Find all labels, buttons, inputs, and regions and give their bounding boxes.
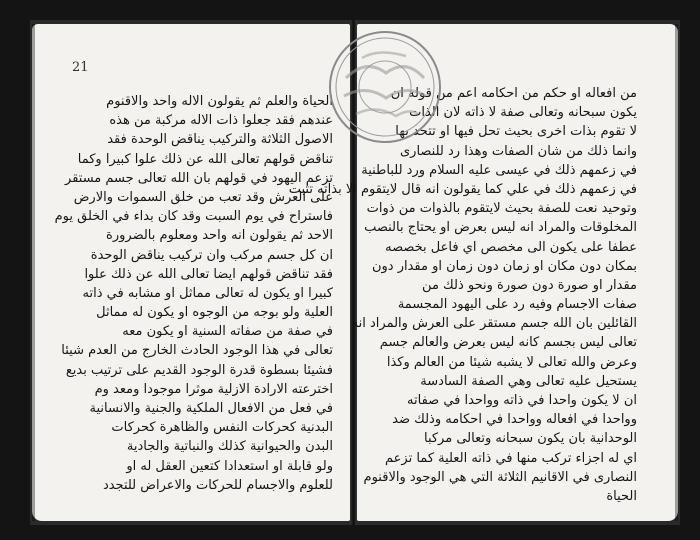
text-line: مقدار او صورة دون صورة ونحو ذلك من bbox=[422, 277, 637, 293]
text-line: تزعم اليهود في قولهم بان الله تعالى جسم مستقر bbox=[65, 170, 333, 186]
text-line: اخترعته الارادة الازلية موثرا موجودا ومعد وم bbox=[94, 381, 333, 397]
text-line: المخلوقات والمراد انه ليس بعرض او يحتاج بالنصب bbox=[364, 220, 637, 236]
text-line: كبيرا او يكون له تعالى مماثل او مشابه في ذاته bbox=[82, 285, 333, 301]
text-line: البدن والحيوانية كذلك والنباتية والجادية bbox=[126, 439, 333, 455]
text-line: بمكان دون مكان او زمان دون زمان او مقدار دون bbox=[371, 258, 637, 274]
book-spread bbox=[30, 20, 680, 525]
text-line: يستحيل عليه تعالى وهي الصفة السادسة bbox=[420, 373, 637, 389]
text-line: وواحدا في افعاله وواحدا في احكامه وذلك ضد bbox=[392, 412, 637, 428]
text-line: العلية ولو بوجه من الوجوه او يكون له مماثل bbox=[96, 305, 333, 321]
text-line: صفات الاجسام وفيه رد على اليهود المجسمة bbox=[397, 297, 637, 313]
right-page-text bbox=[288, 84, 637, 506]
text-line: الاحد ثم يقولون انه واحد ومعلوم بالضرورة bbox=[106, 228, 333, 244]
text-line: عندهم فقد جعلوا ذات الاله مركبة من هذه bbox=[109, 113, 333, 129]
text-line: وانما ذلك من شان الصفات وهذا رد للنصارى bbox=[399, 143, 637, 159]
text-line: فشيئا بسطوة قدرة الوجود القديم على ترتيب بديع bbox=[65, 362, 333, 378]
text-line: تعالى في هذا الوجود الحادث الخارج من العدم شيئا bbox=[61, 343, 333, 359]
text-line: تناقض قولهم تعالى الله عن ذلك علوا كبيرا وكما bbox=[77, 151, 333, 167]
text-line: الوحدانية بان يكون سبحانه وتعالى مركبا bbox=[423, 431, 637, 447]
text-line: ان لا يكون واحدا في ذاته وواحدا في صفاته bbox=[407, 393, 637, 408]
text-line: الحياة bbox=[606, 488, 637, 504]
text-line: في زعمهم ذلك في عيسى عليه السلام ورد للباطنية bbox=[361, 162, 637, 178]
text-line: يكون سبحانه وتعالى صفة لا ذاته لان الذات bbox=[409, 105, 637, 121]
text-line: في زعمهم ذلك في علي كما يقولون انه قال لايتقوم الا بذاته تثبت bbox=[288, 181, 637, 197]
text-line: من افعاله او حكم من احكامه اعم من قوله ان bbox=[390, 86, 637, 101]
page-edge-shadow bbox=[32, 24, 35, 521]
text-line: الحياة والعلم ثم يقولون الاله واحد والاقنوم bbox=[106, 94, 333, 109]
text-line: في صفة من صفاته السنية او يكون معه bbox=[122, 324, 333, 340]
text-line: على العرش وقد تعب من خلق السموات والارض bbox=[73, 189, 333, 205]
text-line: في فعل من الافعال الملكية والجنية والانسانية bbox=[89, 401, 333, 416]
text-line: وتوحيد نعت للصفة بحيث لايتقوم بالذوات من ذوات bbox=[366, 201, 637, 217]
text-line: لا تقوم بذات اخرى بحيث تحل فيها او تتحد بها bbox=[395, 124, 637, 140]
library-seal-stamp bbox=[326, 28, 444, 146]
text-line: الاصول الثلاثة والتركيب يناقض الوحدة فقد bbox=[107, 132, 333, 148]
text-line: عطفا على يكون الى مخصص اي فاعل بخصصه bbox=[385, 239, 637, 255]
text-line: ان كل جسم مركب وان تركيب يناقض الوحدة bbox=[90, 247, 333, 263]
text-line: القائلين بان الله جسم مستقر على العرش والمراد انه bbox=[351, 316, 637, 332]
text-line: البدنية كحركات النفس والظاهرة كحركات bbox=[111, 420, 333, 436]
left-page-text bbox=[54, 92, 333, 495]
text-line: ولو قابلة او استعدادا كتعين العقل له او bbox=[126, 458, 333, 474]
folio-number: 21 bbox=[72, 60, 89, 75]
text-line: تعالى ليس بجسم كانه ليس بعرض والعالم جسم bbox=[379, 335, 637, 351]
text-line: وعرض والله تعالى لا يشبه شيئا من العالم وكذا bbox=[386, 354, 637, 370]
page-edge-shadow bbox=[675, 24, 678, 521]
text-line: للعلوم والاجسام للحركات والاعراض للتجدد bbox=[102, 477, 333, 493]
text-line: فاستراح في يوم السبت وقد كان بداء في الخلق يوم bbox=[54, 209, 333, 225]
text-line: اي له اجزاء تركب منها في ذاته العلية كما تزعم bbox=[385, 450, 637, 466]
left-page bbox=[32, 24, 350, 521]
text-line: النصارى في الاقانيم الثلاثة التي هي الوجود والاقنوم bbox=[363, 469, 637, 485]
text-line: فقد تناقض قولهم ايضا تعالى الله عن ذلك علوا bbox=[84, 266, 333, 282]
